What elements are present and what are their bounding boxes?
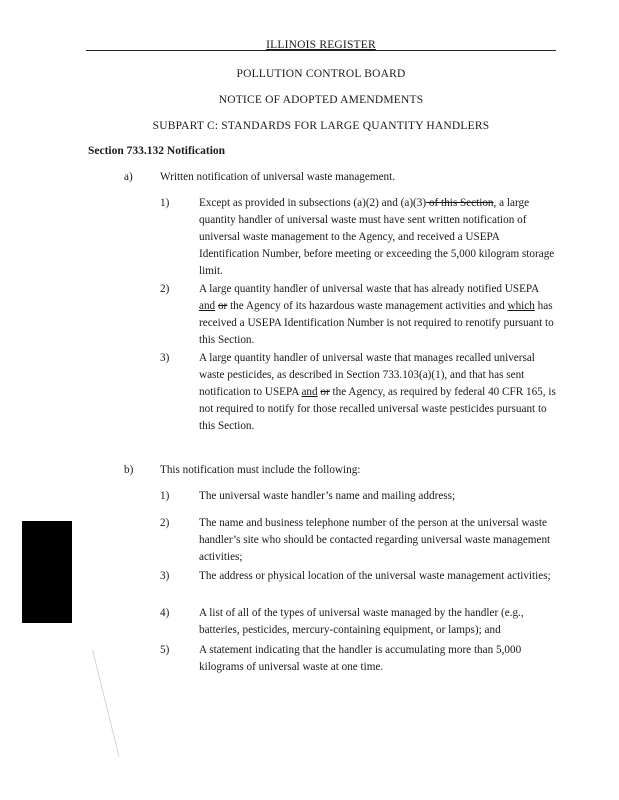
item-b4-text: A list of all of the types of universal waste managed by the handler (e.g., batteries, pesticides, mercury-containing equipment, or lamps); and xyxy=(199,607,524,636)
subpart-title: SUBPART C: STANDARDS FOR LARGE QUANTITY HANDLERS xyxy=(152,120,490,132)
scan-artifact-line xyxy=(92,650,120,757)
subsection-a-text: Written notification of universal waste management. xyxy=(160,171,396,183)
deleted-text: or xyxy=(217,300,228,312)
register-header xyxy=(86,37,556,54)
item-b2-text: The name and business telephone number of the person at the universal waste handler’s site who should be contacted regarding universal waste management activities; xyxy=(199,517,551,563)
item-a1-text xyxy=(199,195,556,280)
item-a3-number: 3) xyxy=(160,352,170,364)
inserted-text: and xyxy=(301,386,318,398)
redaction-block xyxy=(22,521,72,623)
item-b2-number: 2) xyxy=(160,517,170,529)
item-b5-number: 5) xyxy=(160,644,170,656)
item-b1-text: The universal waste handler’s name and mailing address; xyxy=(199,490,456,502)
inserted-text: and xyxy=(199,300,216,312)
header-rule xyxy=(86,50,556,51)
subsection-b-text: This notification must include the following: xyxy=(160,464,361,476)
subsection-a-number: a) xyxy=(124,171,133,183)
item-a3-part1: A large quantity handler of universal waste that manages recalled universal waste pesticides, as described in Section 733.103(a)(1), and that has sent notification to USEPA xyxy=(199,352,535,398)
item-a1-part2: , a large quantity handler of universal waste must have sent written notification of universal waste management to the Agency, and received a USEPA Identification Number, before meeting or exceeding the 5,000 kilogram storage limit. xyxy=(199,197,555,277)
item-a2-part1: A large quantity handler of universal waste that has already notified USEPA xyxy=(199,283,539,295)
board-name: POLLUTION CONTROL BOARD xyxy=(236,68,406,80)
item-a2-part3: has received a USEPA Identification Number is not required to renotify pursuant to this Section. xyxy=(199,300,554,346)
register-title: ILLINOIS REGISTER xyxy=(266,39,376,51)
item-a2-number: 2) xyxy=(160,283,170,295)
item-a2-part2: the Agency of its hazardous waste management activities and xyxy=(227,300,508,312)
inserted-text: which xyxy=(507,300,535,312)
section-heading: Section 733.132 Notification xyxy=(88,145,226,157)
item-b5-text: A statement indicating that the handler is accumulating more than 5,000 kilograms of universal waste at one time. xyxy=(199,644,522,673)
deleted-text: of this Section xyxy=(426,197,494,209)
item-b1-number: 1) xyxy=(160,490,170,502)
item-a1-number: 1) xyxy=(160,197,170,209)
item-a2-text xyxy=(199,281,556,349)
item-a1-part1: Except as provided in subsections (a)(2) and (a)(3) xyxy=(199,197,427,209)
subsection-b-number: b) xyxy=(124,464,134,476)
deleted-text: or xyxy=(320,386,330,398)
notice-title: NOTICE OF ADOPTED AMENDMENTS xyxy=(218,94,424,106)
item-a3-text xyxy=(199,350,556,435)
item-a3-part2: the Agency, as required by federal 40 CFR 165, is not required to notify for those recalled universal waste pesticides pursuant to this Section. xyxy=(199,386,556,432)
item-b4-number: 4) xyxy=(160,607,170,619)
item-b3-text: The address or physical location of the universal waste management activities; xyxy=(199,570,551,582)
item-b3-number: 3) xyxy=(160,570,170,582)
